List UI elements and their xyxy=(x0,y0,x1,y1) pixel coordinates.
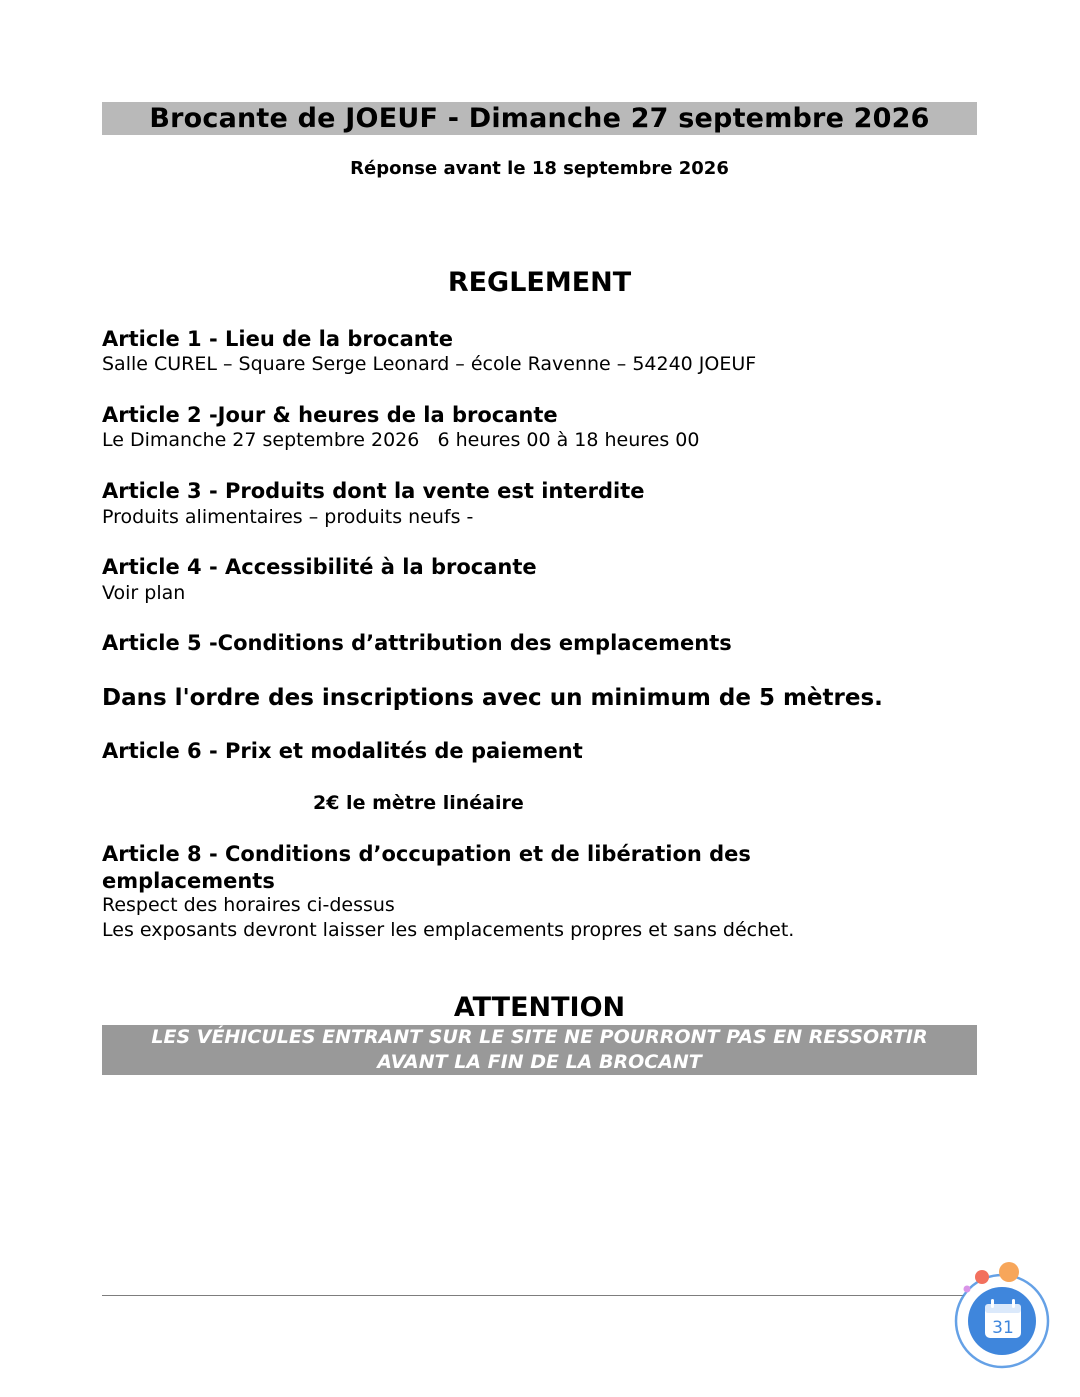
article-3-heading: Article 3 - Produits dont la vente est interdite xyxy=(102,479,645,503)
article-8-text-2: Les exposants devront laisser les emplacements propres et sans déchet. xyxy=(102,919,795,941)
article-2-text: Le Dimanche 27 septembre 2026 6 heures 00 à 18 heures 00 xyxy=(102,429,700,451)
article-1-text: Salle CUREL – Square Serge Leonard – école Ravenne – 54240 JOEUF xyxy=(102,353,757,375)
calendar-icon xyxy=(952,1260,1056,1370)
article-6-heading: Article 6 - Prix et modalités de paiement xyxy=(102,739,583,763)
title-banner xyxy=(102,102,977,135)
calendar-day: 31 xyxy=(992,1318,1014,1338)
article-8-heading-cont: emplacements xyxy=(102,869,275,893)
article-6-price: 2€ le mètre linéaire xyxy=(313,792,524,814)
attention-title: ATTENTION xyxy=(453,992,626,1023)
article-1-heading: Article 1 - Lieu de la brocante xyxy=(102,327,454,351)
section-title-reglement: REGLEMENT xyxy=(447,267,632,298)
article-2-heading: Article 2 -Jour & heures de la brocante xyxy=(102,403,558,427)
response-deadline: Réponse avant le 18 septembre 2026 xyxy=(350,158,729,179)
attention-banner xyxy=(102,1025,977,1075)
attention-line-2: AVANT LA FIN DE LA BROCANT xyxy=(377,1051,702,1073)
attention-line-1: LES VÉHICULES ENTRANT SUR LE SITE NE POURRONT PAS EN RESSORTIR xyxy=(151,1026,928,1048)
calendar-badge[interactable] xyxy=(952,1260,1056,1370)
article-3-text: Produits alimentaires – produits neufs - xyxy=(102,506,474,528)
footer-divider xyxy=(102,1295,964,1296)
article-5-heading: Article 5 -Conditions d’attribution des emplacements xyxy=(102,631,732,655)
document-title: Brocante de JOEUF - Dimanche 27 septembre 2026 xyxy=(149,103,930,134)
article-4-text: Voir plan xyxy=(102,582,186,604)
article-8-text-1: Respect des horaires ci-dessus xyxy=(102,894,395,916)
article-5-text: Dans l'ordre des inscriptions avec un minimum de 5 mètres. xyxy=(102,685,883,711)
article-4-heading: Article 4 - Accessibilité à la brocante xyxy=(102,555,537,579)
article-8-heading: Article 8 - Conditions d’occupation et de libération des xyxy=(102,842,751,866)
